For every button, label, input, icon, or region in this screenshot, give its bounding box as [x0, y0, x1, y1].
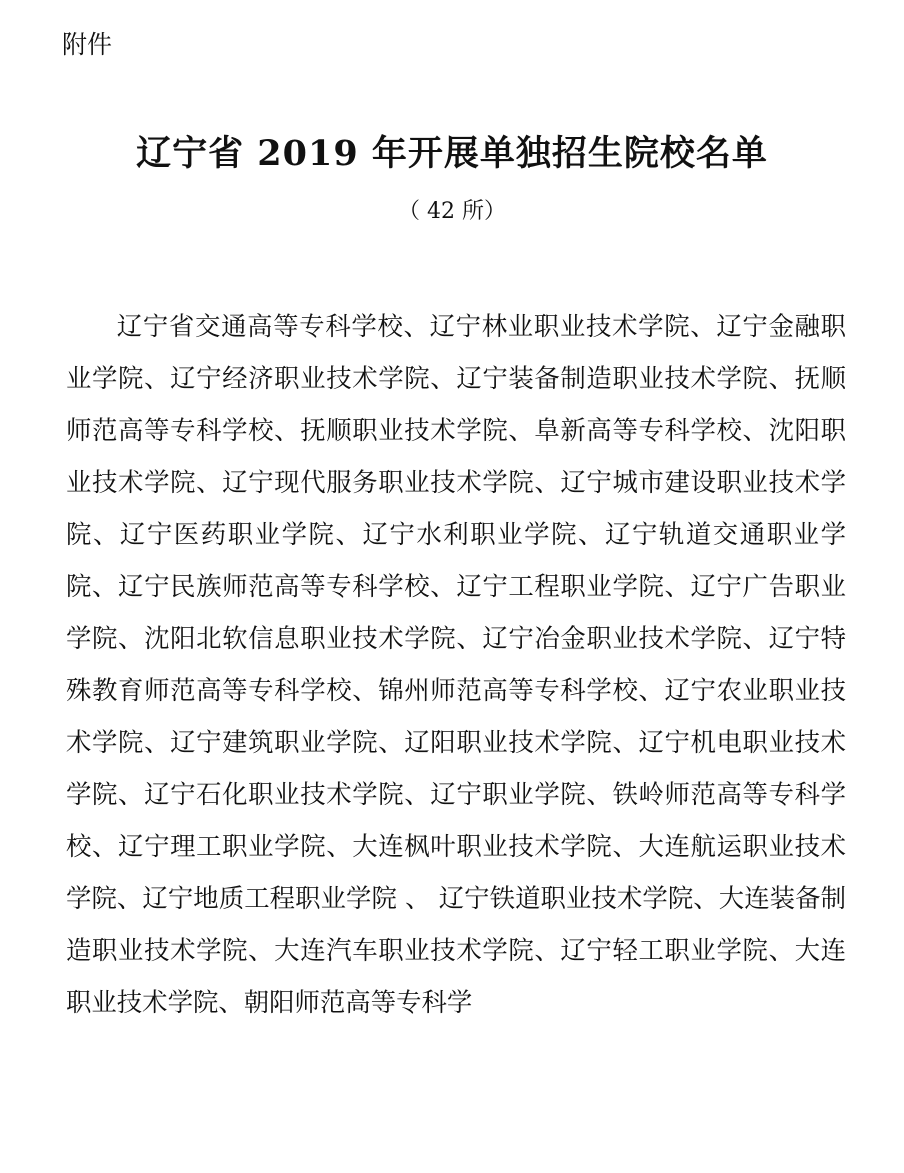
school-list-paragraph: 辽宁省交通高等专科学校、辽宁林业职业技术学院、辽宁金融职业学院、辽宁经济职业技术学院、辽宁装备制造职业技术学院、抚顺师范高等专科学校、抚顺职业技术学院、阜新高等专科学校、沈阳职业技术学院、辽宁现代服务职业技术学院、辽宁城市建设职业技术学院、辽宁医药职业学院、辽宁水利职业学院、辽宁轨道交通职业学院、辽宁民族师范高等专科学校、辽宁工程职业学院、辽宁广告职业学院、沈阳北软信息职业技术学院、辽宁冶金职业技术学院、辽宁特殊教育师范高等专科学校、锦州师范高等专科学校、辽宁农业职业技术学院、辽宁建筑职业学院、辽阳职业技术学院、辽宁机电职业技术学院、辽宁石化职业技术学院、辽宁职业学院、铁岭师范高等专科学校、辽宁理工职业学院、大连枫叶职业技术学院、大连航运职业技术学院、辽宁地质工程职业学院 、 辽宁铁道职业技术学院、大连装备制造职业技术学院、大连汽车职业技术学院、辽宁轻工职业学院、大连职业技术学院、朝阳师范高等专科学: [66, 311, 846, 1017]
document-subtitle: （ 42 所）: [398, 199, 506, 224]
document-title: 辽宁省 2019 年开展单独招生院校名单: [136, 133, 768, 174]
attachment-label: 附件: [62, 30, 113, 59]
